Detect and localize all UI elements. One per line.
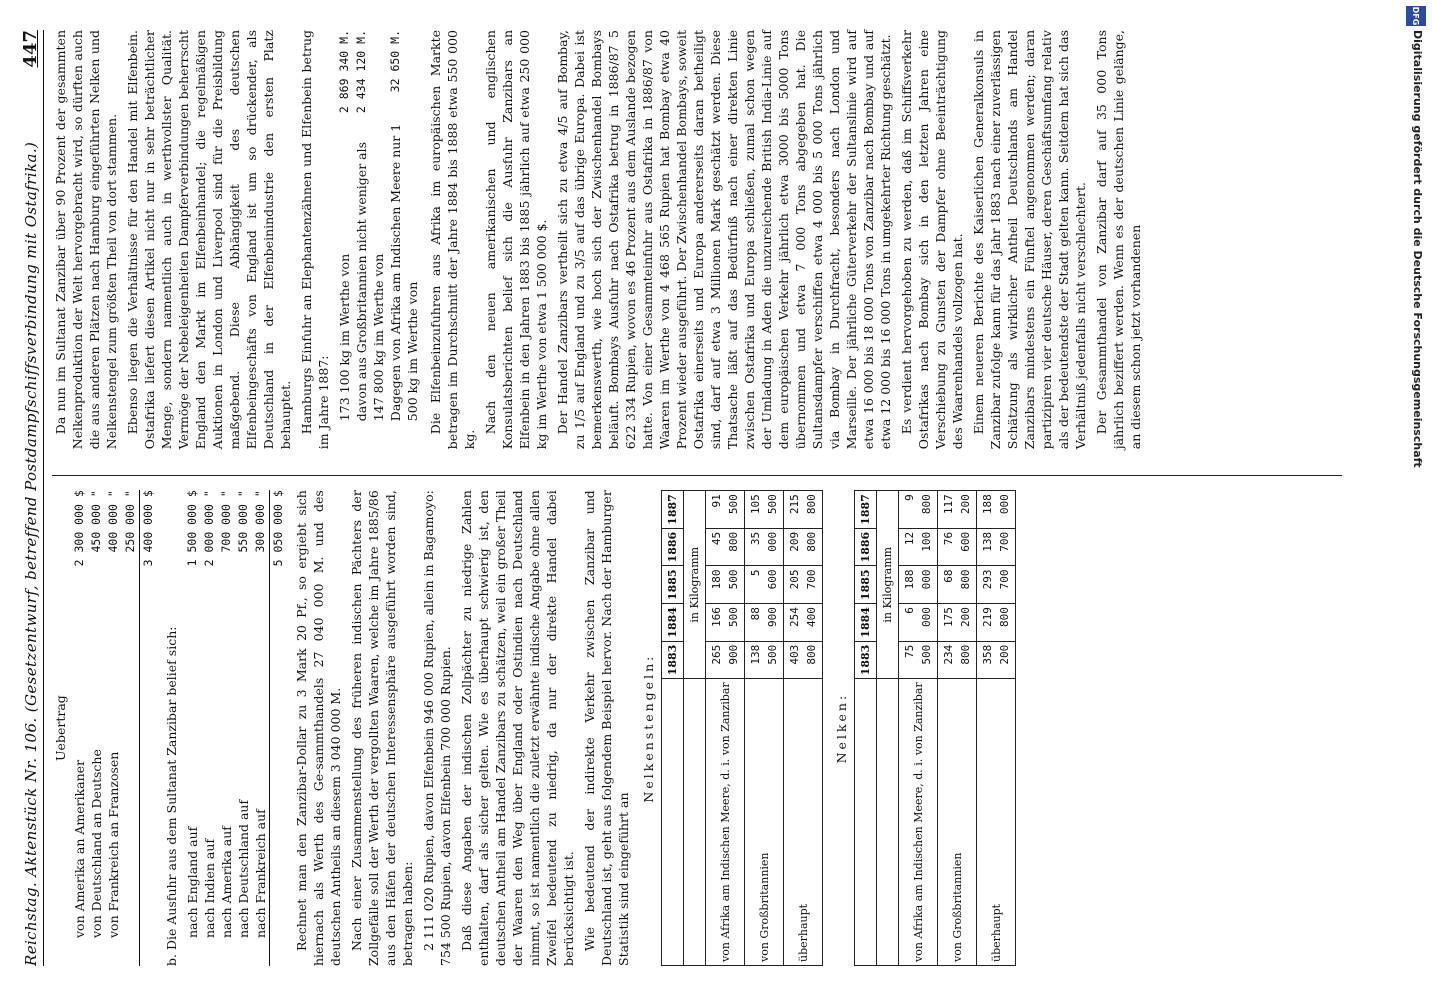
import-row: 250 000 " <box>123 490 137 553</box>
left-column <box>52 475 1342 966</box>
header-title: Reichstag. Aktenstück Nr. 106. (Gesetzentwurf, betreffend Postdampfschiffsverbindung mit Ostafrika.) <box>22 141 40 966</box>
table-title-cloves: Nelken: <box>834 692 849 764</box>
digitization-note: Digitalisierung gefördert durch die Deutsche Forschungsgemeinschaft <box>1411 30 1424 468</box>
page-number: 447 <box>20 30 41 68</box>
paragraph: Nach den neuen amerikanischen und englischen Konsulatsberichten belief sich die Ausfuhr Zanzibars an Elfenbein in den Jahren 1883 bis 1885 jährlich auf etwa 250 000 kg im Werthe von etwa 1 500 000 $. <box>483 30 549 450</box>
paragraph: Der Handel Zanzibars vertheilt sich zu etwa 4/5 auf Bombay, zu 1/5 auf England und zu 3/5 auf das übrige Europa. Dabei ist bemerkenswerth, wie hoch sich der Zwischenhandel Bombays beläuft. Bombays Ausfuhr nach Ostafrika betrug in 1886/87 5 622 334 Rupien, wovon es 46 Prozent aus dem Auslande bezogen hatte. Von einer Gesammteinfuhr aus Ostafrika in 1886/87 von Waaren im Werthe von 4 468 565 Rupien hat Bombay etwa 40 Prozent wieder ausgeführt. Der Zwischenhandel Bombays, soweit Ostafrika einerseits und Europa andererseits daran betheiligt sind, darf auf etwa 3 Millionen Mark geschätzt werden. Diese Thatsache läßt auf das Bedürfniß nach einer direkten Linie zwischen Ostafrika und Europa schließen, zumal schon wegen der Umladung in Aden die unzureichende British India-Linie auf dem europäischen Verkehr jährlich etwa 3000 bis 5000 Tons übernommen und etwa 7 000 Tons abgegeben hat. Die Sultansdampfer verschiffen etwa 4 000 bis 5 000 Tons jährlich via Bombay in Durchfracht, besonders nach London und Marseille. Der jährliche Güterverkehr der Sultanslinie wird auf etwa 16 000 bis 18 000 Tons von Zanzibar nach Bombay und auf etwa 12 000 bis 16 000 Tons in umgekehrter Richtung geschätzt. <box>555 30 893 450</box>
paragraph: Rechnet man den Zanzibar-Dollar zu 3 Mark 20 Pf., so ergiebt sich hiernach als Werth des Ge-sammthandels 27 040 000 M. und des deutschen Antheils an diesem 3 040 000 M. <box>294 490 343 966</box>
paragraph: Nach einer Zusammenstellung des früheren indischen Pächters der Zollgefälle soll der Werth der vergollten Waaren, welche im Jahre 1885/86 aus den Häfen der deutschen Interessensphäre ausgeführt worden sind, betragen haben: <box>349 490 415 966</box>
paragraph: 2 111 020 Rupien, davon Elfenbein 946 000 Rupien, allein in Bagamoyo: 754 500 Rupien, davon Elfenbein 700 000 Rupien. <box>421 490 453 966</box>
right-column <box>52 30 1342 449</box>
ivory-row: davon aus Großbritannien nicht weniger als 147 800 kg im Werthe von 2 434 120 M. <box>354 30 386 422</box>
paragraph: Wie bedeutend der indirekte Verkehr zwischen Zanzibar und Deutschland ist, geht aus folgendem Beispiel hervor. Nach der Hamburger Statistik sind eingeführt an <box>582 490 631 966</box>
table-row: von Afrika am Indischen Meere, d. i. von Zanzibar 265 900 166 500 180 500 45 800 91 500 <box>706 491 745 966</box>
paragraph: Daß diese Angaben der indischen Zollpächter zu niedrige Zahlen enthalten, darf als sicher gelten. Wie es überhaupt schwierig ist, den deutschen Antheil am Handel Zanzibars zu schätzen, weil ein großer Theil der Waaren den Weg über England oder Ostindien nach Deutschland nimmt, so ist namentlich die zuletzt erwähnte indische Angabe ohne allen Zweifel bedeutend zu niedrig, da nur der direkte Handel dabei berücksichtigt ist. <box>459 490 576 966</box>
paragraph: Der Gesammthandel von Zanzibar darf auf 35 000 Tons jährlich beziffert werden. Wenn es der deutschen Linie gelänge, an diesem schon jetzt vorhandenen <box>1094 30 1143 450</box>
running-header <box>22 30 44 966</box>
ivory-row: 173 100 kg im Werthe von 2 869 340 M. <box>337 30 352 422</box>
carryover-heading: Uebertrag <box>53 695 68 761</box>
ivory-figures <box>336 30 421 449</box>
table-header-row: 1883 1884 1885 1886 1887 <box>855 491 877 966</box>
paragraph: Hamburgs Einfuhr an Elephantenzähnen und Elfenbein betrug im Jahre 1887: <box>299 30 331 450</box>
export-row: nach Deutschland auf 550 000 " <box>236 490 251 938</box>
table-row: überhaupt 358 200 219 800 293 700 138 700 188 000 <box>977 491 1016 966</box>
paragraph: Es verdient hervorgehoben zu werden, daß im Schiffsverkehr Ostafrikas nach Bombay sich in den letzten Jahren eine Verschiebung zu Gunsten der Dampfer ohne Beeinträchtigung des Waarenhandels vollzogen hat. <box>899 30 965 450</box>
paragraph: Ebenso liegen die Verhältnisse für den Handel mit Elfenbein. Ostafrika liefert diesen Artikel nicht nur in sehr beträchtlicher Menge, sondern namentlich auch in werthvollster Qualität. Vermöge der Nebeleigenheiten Dampferverbindungen beherrscht England den Markt im Elfenbeinhandel; die regelmäßigen Auktionen in London und Liverpool sind für die Preisbildung maßgebend. Diese Abhängigkeit des deutschen Elfenbeingeschäfts von England ist um so drückender, als Deutschland in der Elfenbeinindustrie den ersten Platz behauptet. <box>125 30 293 450</box>
export-row: nach Frankreich auf 300 000 " <box>253 490 268 938</box>
text-columns <box>52 30 1342 966</box>
paragraph: Einem neueren Berichte des Kaiserlichen Generalkonsuls in Zanzibar zufolge kann für das Jahr 1883 nach einer zuverlässigen Schätzung als wirklicher Antheil Deutschlands am Handel Zanzibars mindestens ein Fünftel angenommen werden; daran partizipiren vier deutsche Häuser, deren Geschäftsumfang relativ als der bedeutendste der Stadt gelten kann. Seitdem hat sich das Verhältniß jedenfalls nicht verschlechtert. <box>971 30 1088 450</box>
import-list <box>71 490 157 966</box>
import-row: von Frankreich an Franzosen 400 000 " <box>106 490 121 938</box>
table-title-clove-stems: Nelkenstengeln: <box>641 653 656 803</box>
clove-stems-table <box>661 490 823 966</box>
export-row: nach England auf 1 500 000 $ <box>185 490 200 938</box>
table-row: überhaupt 403 800 254 400 205 700 209 800 215 800 <box>784 491 823 966</box>
table-unit-row: in Kilogramm <box>877 491 899 966</box>
digitization-stamp <box>1402 30 1428 970</box>
table-row: von Großbritannien 234 800 175 200 68 800 76 600 117 200 <box>938 491 977 966</box>
table-row: von Großbritannien 138 500 88 900 5 600 35 000 105 500 <box>745 491 784 966</box>
table-header-row: 1883 1884 1885 1886 1887 <box>662 491 684 966</box>
import-total: 3 400 000 $ <box>139 490 157 966</box>
table-unit-row: in Kilogramm <box>684 491 706 966</box>
paragraph: Da nun im Sultanat Zanzibar über 90 Prozent der gesammten Nelkenproduktion der Welt hervorgebracht wird, so dürften auch die aus anderen Plätzen nach Hamburg eingeführten Nelken und Nelkenstengel zum größten Theil von dort stammen. <box>53 30 119 450</box>
paragraph: Die Elfenbeinzufuhren aus Afrika im europäischen Markte betragen im Durchschnitt der Jahre 1884 bis 1888 etwa 550 000 kg. <box>428 30 477 450</box>
import-row: von Deutschland an Deutsche 450 000 " <box>89 490 104 938</box>
export-list <box>184 490 287 966</box>
import-row: von Amerika an Amerikaner 2 300 000 $ <box>72 490 87 938</box>
ivory-row: Dagegen von Afrika am Indischen Meere nur 1 500 kg im Werthe von 32 650 M. <box>388 30 420 422</box>
cloves-table <box>854 490 1016 966</box>
export-intro: b. Die Ausfuhr aus dem Sultanat Zanzibar belief sich: <box>164 626 179 966</box>
export-row: nach Amerika auf 700 000 " <box>219 490 234 938</box>
dfg-logo: DFG <box>1406 6 1426 26</box>
table-row: von Afrika am Indischen Meere, d. i. von Zanzibar 75 500 6 000 188 000 12 100 9 800 <box>899 491 938 966</box>
export-row: nach Indien auf 2 000 000 " <box>202 490 217 938</box>
export-total: 5 050 000 $ <box>269 490 287 966</box>
